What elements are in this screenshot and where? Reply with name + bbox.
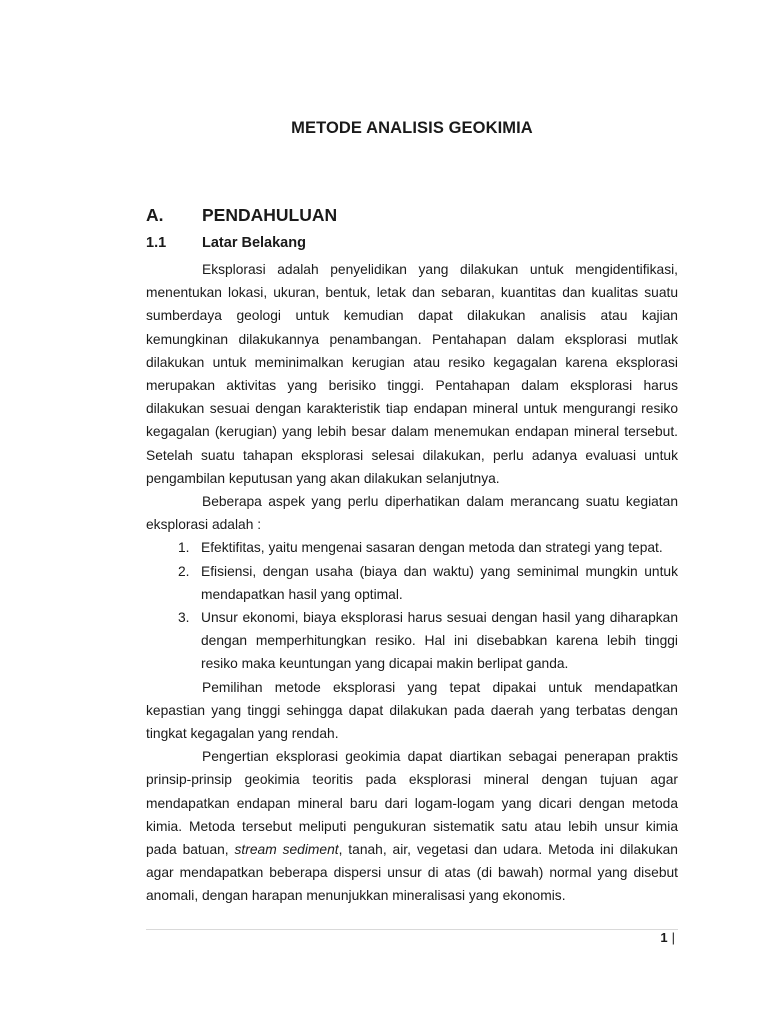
list-number: 1.	[178, 540, 190, 556]
list-item	[146, 536, 678, 559]
section-heading	[146, 205, 337, 226]
subsection-number: 1.1	[146, 235, 167, 251]
paragraph-4-text-end: , tanah, air, vegetasi dan udara. Metoda ini dilakukan agar mendapatkan beberapa dispersi unsur di atas (di bawah) normal yang disebut anomali, dengan harapan menunjukkan mineralisasi yang ekonomis.	[146, 842, 678, 904]
paragraph-4-text: Pengertian eksplorasi geokimia dapat diartikan sebagai penerapan praktis prinsip-prinsip geokimia teoritis pada eksplorasi mineral dengan tujuan agar mendapatkan endapan mineral baru dari logam-logam yang dicari dengan metoda kimia. Metoda tersebut meliputi pengukuran sistematik satu atau lebih unsur kimia pada batuan,	[146, 749, 678, 858]
page-number-value: 1	[660, 930, 668, 945]
footer-divider	[146, 929, 678, 930]
paragraph-3: Pemilihan metode eksplorasi yang tepat dipakai untuk mendapatkan kepastian yang tinggi sehingga dapat dilakukan pada daerah yang terbatas dengan tingkat kegagalan yang rendah.	[146, 679, 678, 742]
list-text: Unsur ekonomi, biaya eksplorasi harus sesuai dengan hasil yang diharapkan dengan memperhitungkan resiko. Hal ini disebabkan karena lebih tinggi resiko maka keuntungan yang dicapai makin berlipat ganda.	[201, 610, 678, 672]
subsection-label: Latar Belakang	[202, 235, 306, 251]
paragraph-1: Eksplorasi adalah penyelidikan yang dilakukan untuk mengidentifikasi, menentukan lokasi, ukuran, bentuk, letak dan sebaran, kuantitas dan kualitas suatu sumberdaya geologi untuk kemudian dapat dilakukan analisis atau kajian kemungkinan dilakukannya penambangan. Pentahapan dalam eksplorasi mutlak dilakukan untuk meminimalkan kerugian atau resiko kegagalan karena eksplorasi merupakan aktivitas yang berisiko tinggi. Pentahapan dalam eksplorasi harus dilakukan sesuai dengan karakteristik tiap endapan mineral untuk mengurangi resiko kegagalan (kerugian) yang lebih besar dalam menemukan endapan mineral tersebut. Setelah suatu tahapan eksplorasi selesai dilakukan, perlu adanya evaluasi untuk pengambilan keputusan yang akan dilakukan selanjutnya.	[146, 262, 678, 486]
italic-term: stream sediment	[234, 842, 339, 858]
section-label: PENDAHULUAN	[202, 205, 338, 225]
list-item	[146, 560, 678, 606]
list-number: 2.	[178, 563, 190, 579]
document-title: METODE ANALISIS GEOKIMIA	[291, 119, 533, 137]
list-text: Efisiensi, dengan usaha (biaya dan waktu) yang seminimal mungkin untuk mendapatkan hasil yang optimal.	[201, 563, 678, 602]
list-number: 3.	[178, 610, 190, 626]
page-number	[628, 930, 675, 945]
aspect-list	[146, 536, 678, 675]
list-text: Efektifitas, yaitu mengenai sasaran dengan metoda dan strategi yang tepat.	[201, 540, 663, 556]
paragraph-4	[146, 745, 678, 907]
subsection-heading	[146, 235, 306, 251]
body-text	[146, 258, 678, 908]
list-item	[146, 606, 678, 676]
paragraph-2: Beberapa aspek yang perlu diperhatikan dalam merancang suatu kegiatan eksplorasi adalah :	[146, 494, 678, 533]
page-number-separator: |	[671, 930, 675, 945]
section-number: A.	[146, 205, 164, 225]
